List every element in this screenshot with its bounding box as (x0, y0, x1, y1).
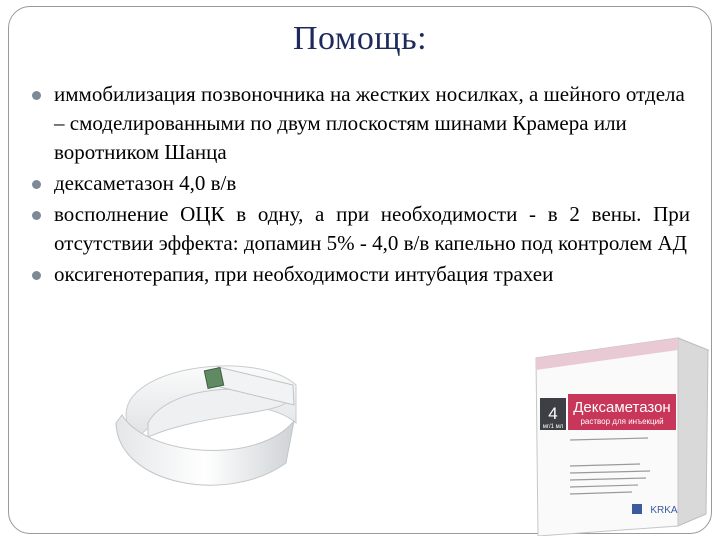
bullet-dot (32, 211, 41, 220)
box-product-name: Дексаметазон (573, 399, 671, 416)
bullet-text: восполнение ОЦК в одну, а при необходимости - в 2 вены. При отсутствии эффекта: допамин 5% - 4,0 в/в капельно под контролем АД (54, 202, 690, 255)
dexamethasone-box-image (528, 336, 718, 536)
bullet-dot (32, 91, 41, 100)
bullet-item (30, 200, 690, 258)
bullet-item (30, 169, 690, 198)
bullet-text: оксигенотерапия, при необходимости интубация трахеи (54, 262, 554, 286)
bullet-item (30, 260, 690, 289)
slide-title: Помощь: (292, 20, 428, 57)
bullet-list (30, 80, 690, 291)
bullet-dot (32, 271, 41, 280)
bullet-dot (32, 180, 41, 189)
box-strength: 4 (548, 404, 558, 423)
bullet-item (30, 80, 690, 167)
box-product-subtitle: раствор для инъекций (580, 417, 664, 426)
box-unit: мг/1 мл (542, 424, 564, 430)
box-brand: KRKA (650, 505, 678, 516)
bullet-text: дексаметазон 4,0 в/в (54, 171, 237, 195)
bullet-text: иммобилизация позвоночника на жестких носилках, а шейного отдела – смоделированными по двум плоскостям шинами Крамера или воротником Шанца (54, 82, 685, 164)
neck-collar-image (108, 345, 308, 505)
